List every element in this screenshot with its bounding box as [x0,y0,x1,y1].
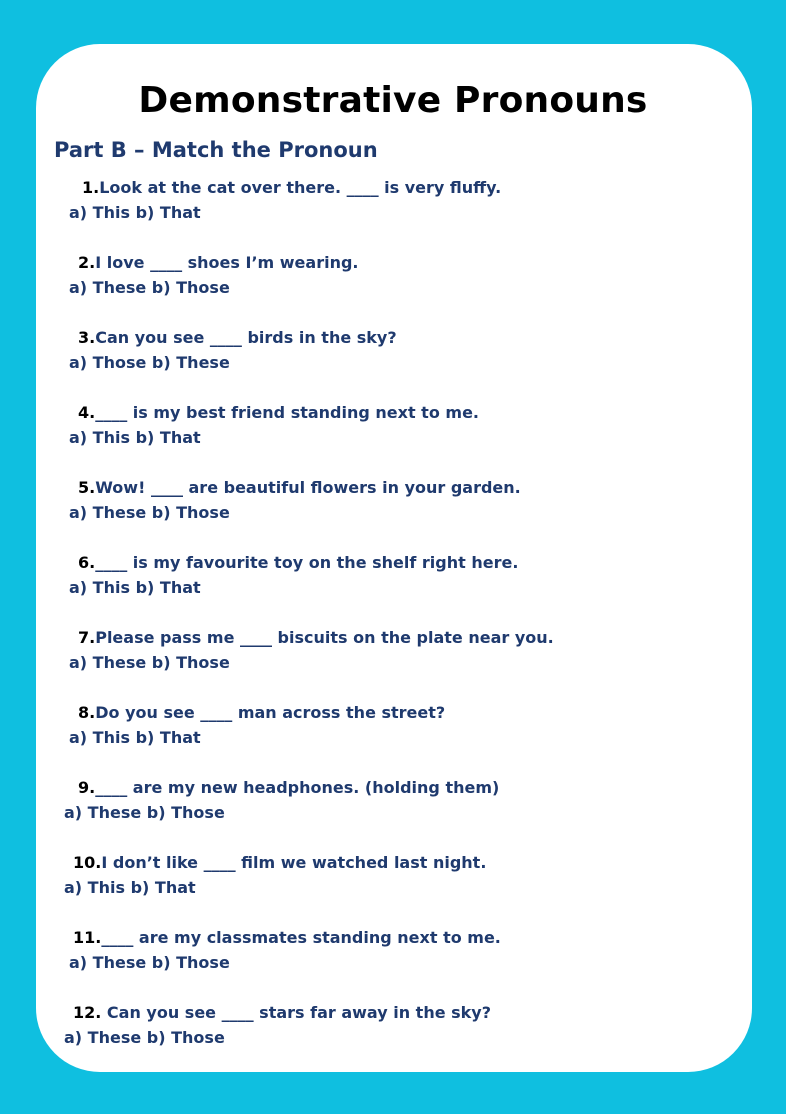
question-1-options: a) This b) That [69,203,201,222]
question-2-options: a) These b) Those [69,278,230,297]
question-number: 9. [78,778,96,797]
question-number: 11. [73,928,102,947]
question-10-options: a) This b) That [64,878,196,897]
question-4-options: a) This b) That [69,428,201,447]
question-7 [78,628,554,648]
question-number: 12. [73,1003,102,1022]
question-9 [78,778,499,798]
question-5-options: a) These b) Those [69,503,230,522]
question-number: 4. [78,403,96,422]
question-1 [82,178,501,198]
question-9-options: a) These b) Those [64,803,225,822]
question-11-options: a) These b) Those [69,953,230,972]
question-12-options: a) These b) Those [64,1028,225,1047]
question-12 [73,1003,491,1023]
question-text: Wow! ____ are beautiful flowers in your garden. [95,478,521,497]
part-title: Part B – Match the Pronoun [54,138,378,162]
question-number: 8. [78,703,96,722]
question-text: Can you see ____ stars far away in the sky? [101,1003,491,1022]
question-10 [73,853,486,873]
question-number: 3. [78,328,96,347]
question-text: Do you see ____ man across the street? [95,703,446,722]
question-3 [78,328,397,348]
question-text: ____ are my new headphones. (holding them) [95,778,500,797]
question-number: 2. [78,253,96,272]
question-2 [78,253,359,273]
question-text: Please pass me ____ biscuits on the plate near you. [95,628,554,647]
question-8 [78,703,445,723]
question-7-options: a) These b) Those [69,653,230,672]
question-6 [78,553,518,573]
question-3-options: a) Those b) These [69,353,230,372]
question-4 [78,403,479,423]
question-11 [73,928,501,948]
question-8-options: a) This b) That [69,728,201,747]
question-text: Look at the cat over there. ____ is very fluffy. [99,178,502,197]
question-number: 10. [73,853,102,872]
question-text: I don’t like ____ film we watched last night. [101,853,487,872]
worksheet-title: Demonstrative Pronouns [138,80,648,121]
question-text: ____ is my favourite toy on the shelf right here. [95,553,519,572]
question-number: 6. [78,553,96,572]
question-number: 7. [78,628,96,647]
question-text: I love ____ shoes I’m wearing. [95,253,359,272]
question-text: Can you see ____ birds in the sky? [95,328,397,347]
question-text: ____ is my best friend standing next to me. [95,403,479,422]
question-5 [78,478,521,498]
question-6-options: a) This b) That [69,578,201,597]
question-number: 5. [78,478,96,497]
question-text: ____ are my classmates standing next to me. [101,928,501,947]
question-number: 1. [82,178,100,197]
